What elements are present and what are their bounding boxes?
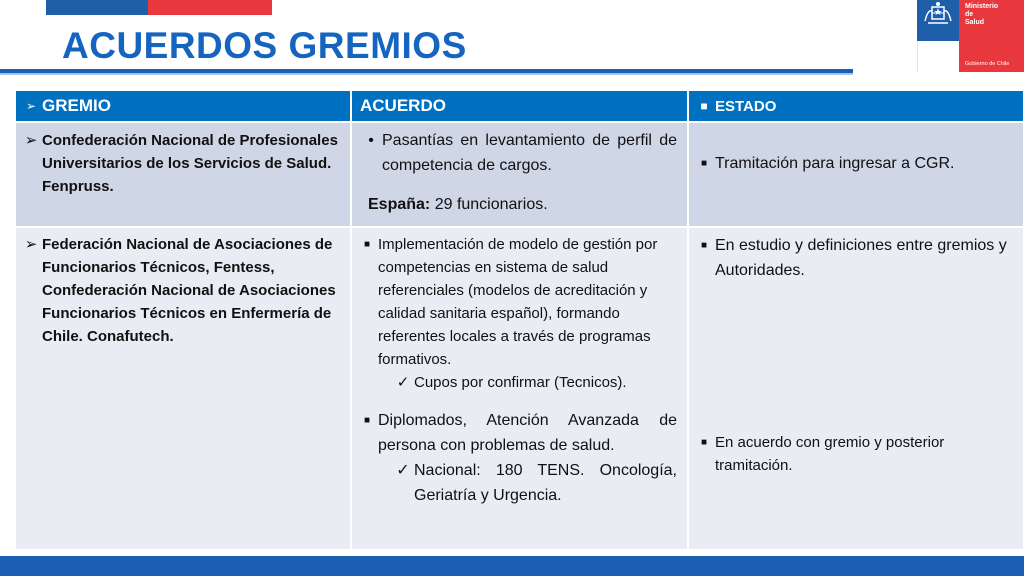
header-estado-label: ESTADO [715, 97, 777, 115]
cell-gremio-2 [15, 227, 351, 550]
square-bullet-icon: ■ [363, 415, 371, 426]
acuerdo-text-2a: Implementación de modelo de gestión por competencias en sistema de salud referenciales (modelos de acreditación y calidad sanitaria español), formando referentes locales a través de programas formativos. [378, 236, 658, 368]
acuerdo-text-1: Pasantías en levantamiento de perfil de competencia de cargos. [382, 132, 677, 174]
cell-estado-1 [688, 122, 1024, 227]
acuerdo-value-1: 29 funcionarios. [430, 196, 548, 213]
table-row [15, 227, 1024, 550]
top-stripe-blue [46, 0, 148, 15]
slide-title: ACUERDOS GREMIOS [62, 25, 467, 66]
agreements-table [14, 89, 1024, 551]
footer-bar [0, 556, 1024, 576]
acuerdo-label-1: España: [368, 196, 431, 213]
acuerdo-text-2b: Diplomados, Atención Avanzada de persona con problemas de salud. [378, 412, 677, 454]
acuerdo-detail-1 [360, 192, 677, 217]
acuerdo-sub-2b: Nacional: 180 TENS. Oncología, Geriatría y Urgencia. [414, 462, 677, 504]
table-row [15, 122, 1024, 227]
header-acuerdo [351, 90, 688, 122]
square-bullet-icon: ■ [700, 99, 708, 113]
logo-white-block [917, 41, 959, 72]
logo-line-1: Ministerio [965, 3, 999, 10]
cell-acuerdo-2 [351, 227, 688, 550]
logo-ministry-name [965, 3, 998, 27]
header-acuerdo-label: ACUERDO [360, 96, 446, 115]
arrow-bullet-icon: ➢ [24, 132, 38, 149]
check-icon: ✓ [396, 374, 410, 391]
header-gremio-label: GREMIO [42, 96, 111, 115]
logo-government-name: Gobierno de Chile [965, 61, 1010, 67]
arrow-bullet-icon: ➢ [25, 99, 37, 113]
square-bullet-icon: ■ [363, 239, 371, 250]
estado-text-2b: En acuerdo con gremio y posterior tramitación. [715, 434, 945, 474]
gremio-text-2: Federación Nacional de Asociaciones de Funcionarios Técnicos, Fentess, Confederación Nacional de Asociaciones Funcionarios Técnicos en Enfermería de Chile. Conafutech. [42, 236, 336, 345]
check-icon: ✓ [396, 462, 410, 479]
dot-bullet-icon: • [368, 132, 374, 149]
coat-of-arms-icon [922, 1, 954, 27]
arrow-bullet-icon: ➢ [24, 236, 38, 253]
cell-acuerdo-1 [351, 122, 688, 227]
cell-gremio-1 [15, 122, 351, 227]
title-underline-shadow [0, 73, 853, 75]
acuerdo-sub-2a: Cupos por confirmar (Tecnicos). [414, 374, 627, 391]
top-stripe-red [148, 0, 272, 15]
square-bullet-icon: ■ [700, 437, 708, 448]
square-bullet-icon: ■ [700, 240, 708, 251]
header-estado [688, 90, 1024, 122]
gremio-text-1: Confederación Nacional de Profesionales Universitarios de los Servicios de Salud. Fenpruss. [42, 132, 338, 195]
square-bullet-icon: ■ [700, 158, 708, 169]
cell-estado-2 [688, 227, 1024, 550]
header-gremio [15, 90, 351, 122]
table-header-row [15, 90, 1024, 122]
estado-text-2a: En estudio y definiciones entre gremios y Autoridades. [715, 237, 1007, 279]
ministerio-salud-logo [917, 0, 1024, 72]
logo-line-2: de [965, 11, 974, 18]
estado-text-1: Tramitación para ingresar a CGR. [715, 155, 955, 172]
logo-blue-block [917, 0, 959, 41]
logo-line-3: Salud [965, 19, 985, 26]
